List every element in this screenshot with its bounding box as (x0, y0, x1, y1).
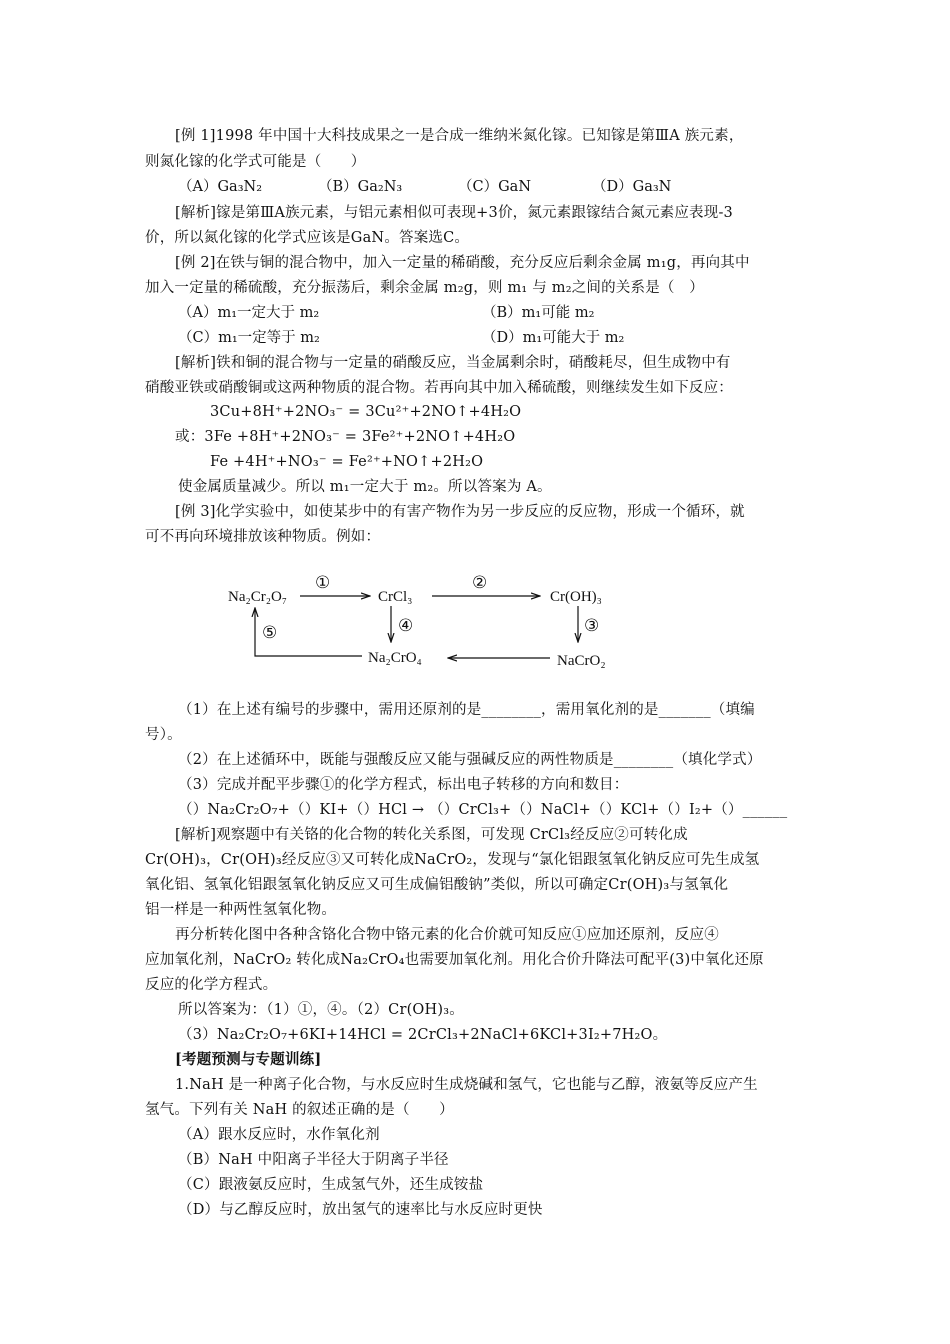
q1-stem-line1: 1.NaH 是一种离子化合物，与水反应时生成烧碱和氢气，它也能与乙醇，液氨等反应产生 (175, 1077, 758, 1093)
compound-crcl3: CrCl₃ (378, 589, 413, 605)
q1-option-c: （C）跟液氨反应时，生成氢气外，还生成铵盐 (178, 1177, 484, 1193)
ex3-stem-line1: [例 3]化学实验中，如使某步中的有害产物作为另一步反应的反应物，形成一个循环，就 (175, 504, 745, 520)
step1-label: ① (315, 573, 331, 592)
ex2-option-a: （A）m₁一定大于 m₂ (178, 305, 320, 321)
ex2-conclusion: 使金属质量减少。所以 m₁一定大于 m₂。所以答案为 A。 (178, 479, 552, 495)
ex3-analysis-line5: 再分析转化图中各种含铬化合物中铬元素的化合价就可知反应①应加还原剂，反应④ (175, 927, 719, 943)
q1-option-a: （A）跟水反应时，水作氧化剂 (178, 1127, 380, 1143)
section-title: [考题预测与专题训练] (175, 1051, 322, 1068)
ex3-stem-line2: 可不再向环境排放该种物质。例如： (145, 529, 381, 545)
ex2-stem-line2: 加入一定量的稀硫酸，充分振荡后，剩余金属 m₂g，则 m₁ 与 m₂之间的关系是（ ） (145, 280, 705, 296)
step5-label: ⑤ (262, 623, 278, 642)
ex1-stem-line2: 则氮化镓的化学式可能是（ ） (145, 154, 366, 170)
ex1-option-c: （C）GaN (458, 179, 532, 195)
ex3-question3: （3）完成并配平步骤①的化学方程式，标出电子转移的方向和数目： (178, 777, 629, 793)
ex2-option-c: （C）m₁一定等于 m₂ (178, 330, 320, 346)
ex1-analysis-line2: 价，所以氮化镓的化学式应该是GaN。答案选C。 (145, 230, 470, 246)
ex3-answer-line1: 所以答案为：（1）①，④。（2）Cr(OH)₃。 (178, 1002, 464, 1018)
compound-croh3: Cr(OH)₃ (550, 589, 602, 605)
ex1-stem-line1: [例 1]1998 年中国十大科技成果之一是合成一维纳米氮化镓。已知镓是第ⅢA 族元素， (175, 128, 744, 144)
ex1-option-b: （B）Ga₂N₃ (318, 179, 403, 195)
chromium-cycle-diagram (200, 568, 630, 678)
ex2-option-d: （D）m₁可能大于 m₂ (482, 330, 625, 346)
ex3-question1-line2: 号）。 (145, 727, 182, 743)
compound-na2cr2o7: Na₂Cr₂O₇ (228, 589, 288, 605)
ex1-option-a: （A）Ga₃N₂ (178, 179, 263, 195)
ex3-question1-line1: （1）在上述有编号的步骤中，需用还原剂的是________，需用氧化剂的是_______（填编 (178, 702, 755, 718)
step3-label: ③ (584, 616, 600, 635)
ex2-stem-line1: [例 2]在铁与铜的混合物中，加入一定量的稀硝酸，充分反应后剩余金属 m₁g，再向其中 (175, 255, 750, 271)
step2-label: ② (472, 573, 488, 592)
ex3-analysis-line2: Cr(OH)₃，Cr(OH)₃经反应③又可转化成NaCrO₂，发现与“氯化铝跟氢氧化钠反应可先生成氢 (145, 852, 760, 868)
ex2-analysis-line2: 硝酸亚铁或硝酸铜或这两种物质的混合物。若再向其中加入稀硫酸，则继续发生如下反应： (145, 380, 733, 396)
ex3-question3-equation: （）Na₂Cr₂O₇+（）KI+（）HCl → （）CrCl₃+（）NaCl+（）KCl+（）I₂+（）______ (178, 802, 788, 818)
ex3-question2: （2）在上述循环中，既能与强酸反应又能与强碱反应的两性物质是________（填化学式） (178, 752, 762, 768)
ex2-option-b: （B）m₁可能 m₂ (482, 305, 595, 321)
step4-label: ④ (398, 616, 414, 635)
ex1-analysis-line1: [解析]镓是第ⅢA族元素，与铝元素相似可表现+3价，氮元素跟镓结合氮元素应表现-3 (175, 205, 733, 221)
ex2-equation-2: 或：3Fe +8H⁺+2NO₃⁻ = 3Fe²⁺+2NO↑+4H₂O (175, 429, 516, 445)
q1-option-d: （D）与乙醇反应时，放出氢气的速率比与水反应时更快 (178, 1202, 543, 1218)
ex2-analysis-line1: [解析]铁和铜的混合物与一定量的硝酸反应，当金属剩余时，硝酸耗尽，但生成物中有 (175, 355, 731, 371)
q1-stem-line2: 氢气。下列有关 NaH 的叙述正确的是（ ） (145, 1102, 454, 1118)
ex3-analysis-line3: 氧化铝、氢氧化铝跟氢氧化钠反应又可生成偏铝酸钠”类似，所以可确定Cr(OH)₃与氢氧化 (145, 877, 729, 893)
ex3-analysis-line4: 铝一样是一种两性氢氧化物。 (145, 902, 337, 918)
compound-na2cro4: Na₂CrO₄ (368, 650, 422, 666)
ex2-equation-3: Fe +4H⁺+NO₃⁻ = Fe²⁺+NO↑+2H₂O (210, 454, 484, 470)
ex3-analysis-line6: 应加氧化剂，NaCrO₂ 转化成Na₂CrO₄也需要加氧化剂。用化合价升降法可配平(3)中氧化还原 (145, 952, 764, 968)
ex2-equation-1: 3Cu+8H⁺+2NO₃⁻ = 3Cu²⁺+2NO↑+4H₂O (210, 404, 522, 420)
ex3-analysis-line7: 反应的化学方程式。 (145, 977, 278, 993)
ex3-analysis-line1: [解析]观察题中有关铬的化合物的转化关系图，可发现 CrCl₃经反应②可转化成 (175, 827, 688, 843)
ex3-answer-line2: （3）Na₂Cr₂O₇+6KI+14HCl = 2CrCl₃+2NaCl+6KCl+3I₂+7H₂O。 (178, 1027, 668, 1043)
ex1-option-d: （D）Ga₃N (592, 179, 672, 195)
compound-nacro2: NaCrO₂ (557, 653, 606, 669)
q1-option-b: （B）NaH 中阳离子半径大于阴离子半径 (178, 1152, 449, 1168)
